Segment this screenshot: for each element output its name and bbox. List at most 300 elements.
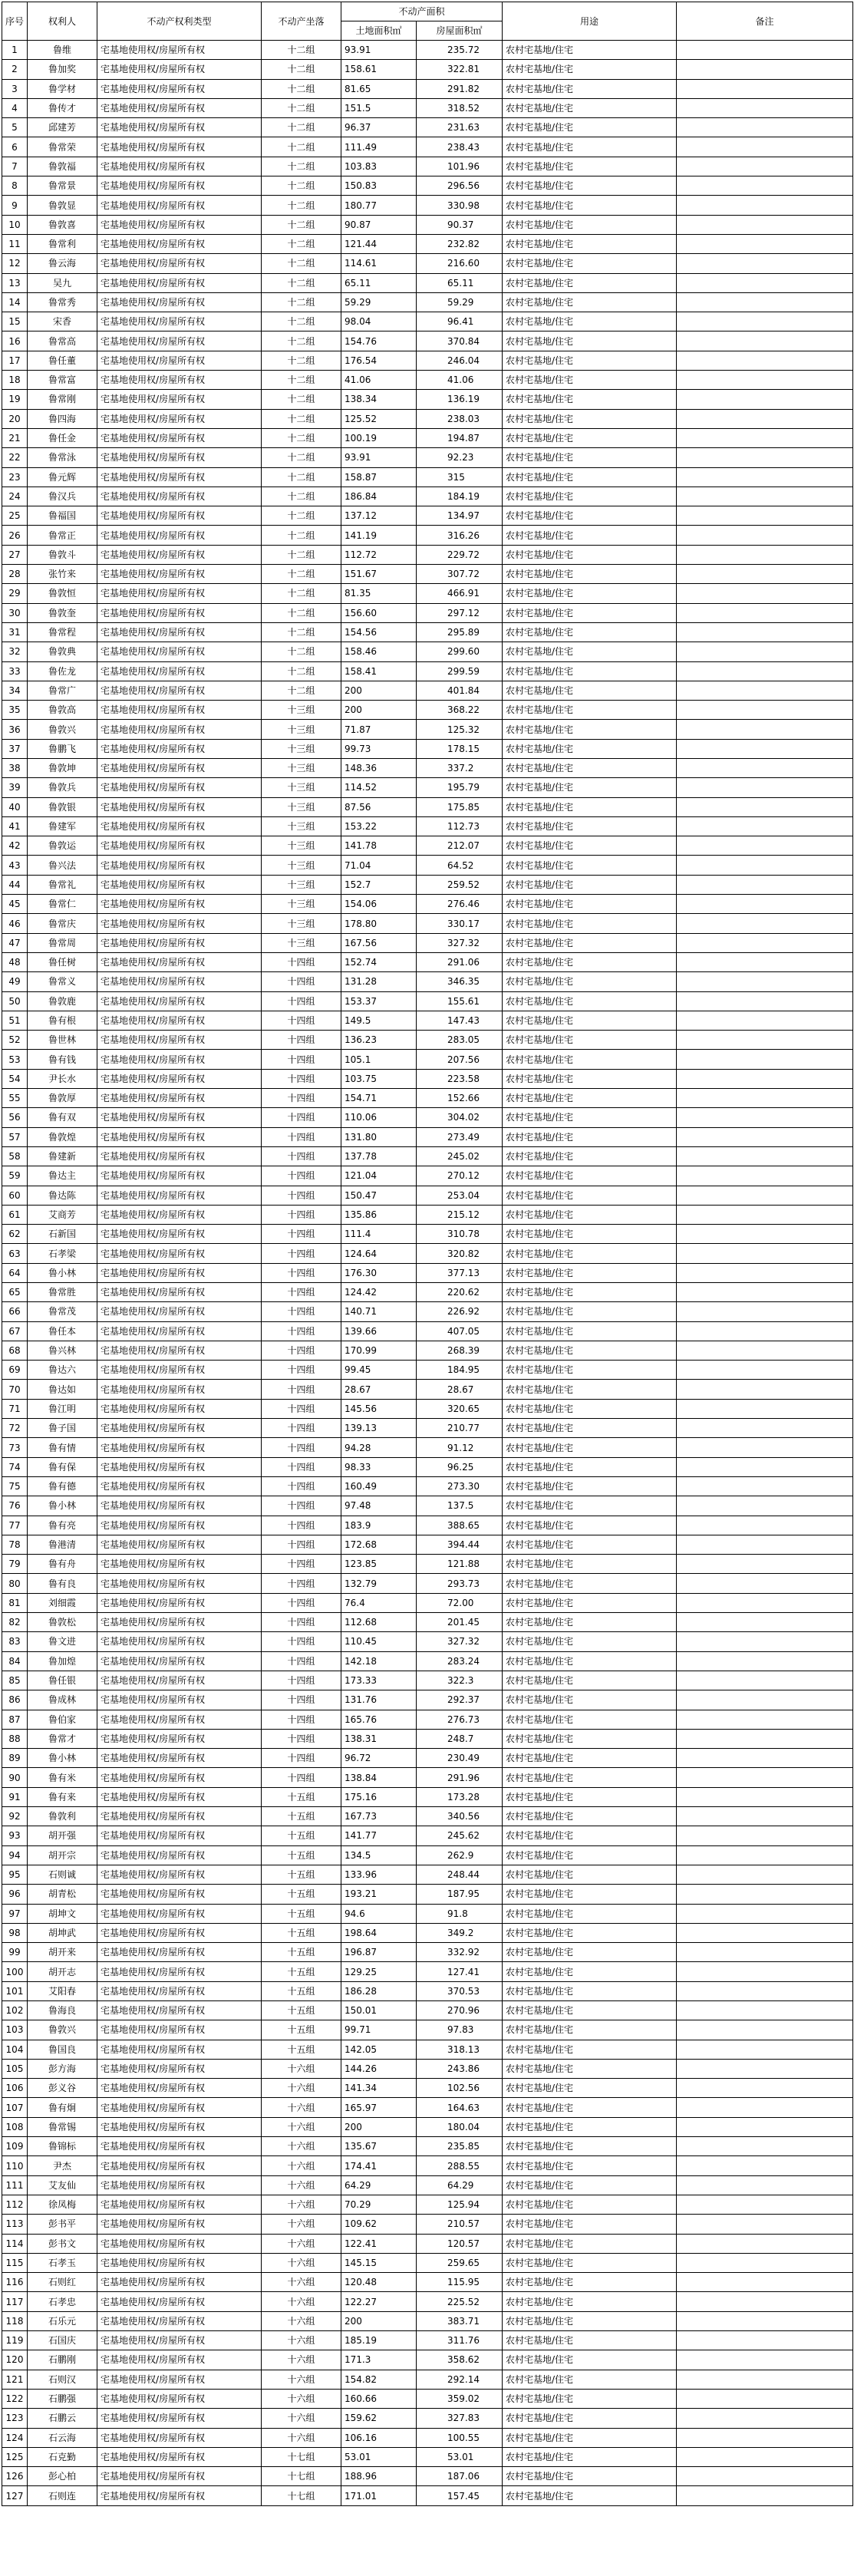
cell-house-area: 180.04: [417, 2117, 503, 2136]
table-row: [2, 1981, 853, 2000]
cell-location: 十二组: [262, 273, 341, 292]
cell-house-area: 293.73: [417, 1574, 503, 1593]
cell-house-area: 64.29: [417, 2175, 503, 2195]
cell-seq: 103: [2, 2020, 28, 2040]
cell-owner: 鲁敦银: [28, 797, 97, 816]
cell-land-area: 154.06: [341, 895, 417, 914]
cell-location: 十六组: [262, 2098, 341, 2117]
cell-owner: 鲁小林: [28, 1496, 97, 1516]
cell-right-type: 宅基地使用权/房屋所有权: [97, 1516, 262, 1535]
header-land-area: 土地面积㎡: [341, 21, 417, 41]
cell-seq: 108: [2, 2117, 28, 2136]
cell-usage: 农村宅基地/住宅: [503, 739, 677, 758]
cell-location: 十三组: [262, 933, 341, 952]
cell-location: 十五组: [262, 1962, 341, 1981]
cell-house-area: 330.17: [417, 914, 503, 933]
cell-land-area: 114.52: [341, 778, 417, 797]
cell-land-area: 193.21: [341, 1885, 417, 1904]
cell-seq: 125: [2, 2447, 28, 2466]
cell-right-type: 宅基地使用权/房屋所有权: [97, 2331, 262, 2350]
cell-owner: 鲁敦鹿: [28, 991, 97, 1011]
cell-remark: [677, 1399, 853, 1418]
cell-location: 十五组: [262, 1865, 341, 1884]
cell-usage: 农村宅基地/住宅: [503, 2040, 677, 2059]
cell-house-area: 232.82: [417, 234, 503, 253]
cell-seq: 10: [2, 215, 28, 234]
cell-right-type: 宅基地使用权/房屋所有权: [97, 1205, 262, 1224]
cell-owner: 鲁子国: [28, 1419, 97, 1438]
cell-land-area: 121.04: [341, 1166, 417, 1186]
cell-house-area: 276.46: [417, 895, 503, 914]
cell-usage: 农村宅基地/住宅: [503, 2370, 677, 2389]
cell-usage: 农村宅基地/住宅: [503, 1865, 677, 1884]
cell-seq: 40: [2, 797, 28, 816]
cell-remark: [677, 1574, 853, 1593]
cell-land-area: 137.78: [341, 1146, 417, 1166]
cell-right-type: 宅基地使用权/房屋所有权: [97, 215, 262, 234]
cell-right-type: 宅基地使用权/房屋所有权: [97, 1186, 262, 1205]
cell-usage: 农村宅基地/住宅: [503, 2195, 677, 2214]
cell-remark: [677, 2040, 853, 2059]
table-row: [2, 1962, 853, 1981]
cell-remark: [677, 2428, 853, 2447]
cell-remark: [677, 836, 853, 856]
cell-right-type: 宅基地使用权/房屋所有权: [97, 1283, 262, 1302]
cell-land-area: 132.79: [341, 1574, 417, 1593]
cell-house-area: 226.92: [417, 1302, 503, 1321]
cell-land-area: 153.37: [341, 991, 417, 1011]
cell-location: 十二组: [262, 603, 341, 622]
cell-usage: 农村宅基地/住宅: [503, 215, 677, 234]
cell-owner: 鲁有炯: [28, 2098, 97, 2117]
cell-right-type: 宅基地使用权/房屋所有权: [97, 2195, 262, 2214]
cell-location: 十三组: [262, 778, 341, 797]
cell-location: 十五组: [262, 1923, 341, 1942]
cell-owner: 石鹏刚: [28, 2350, 97, 2370]
table-row: [2, 1613, 853, 1632]
table-row: [2, 254, 853, 273]
cell-right-type: 宅基地使用权/房屋所有权: [97, 701, 262, 720]
cell-usage: 农村宅基地/住宅: [503, 2137, 677, 2156]
table-row: [2, 2428, 853, 2447]
table-row: [2, 448, 853, 467]
cell-owner: 鲁有来: [28, 1787, 97, 1806]
cell-house-area: 225.52: [417, 2292, 503, 2311]
cell-right-type: 宅基地使用权/房屋所有权: [97, 118, 262, 137]
cell-usage: 农村宅基地/住宅: [503, 2175, 677, 2195]
cell-usage: 农村宅基地/住宅: [503, 41, 677, 60]
table-row: [2, 1845, 853, 1865]
cell-usage: 农村宅基地/住宅: [503, 351, 677, 370]
cell-location: 十五组: [262, 1807, 341, 1826]
cell-house-area: 184.19: [417, 487, 503, 506]
cell-right-type: 宅基地使用权/房屋所有权: [97, 991, 262, 1011]
cell-right-type: 宅基地使用权/房屋所有权: [97, 2273, 262, 2292]
cell-location: 十三组: [262, 875, 341, 894]
header-usage: 用途: [503, 2, 677, 41]
cell-remark: [677, 2253, 853, 2272]
cell-seq: 86: [2, 1690, 28, 1710]
cell-right-type: 宅基地使用权/房屋所有权: [97, 2156, 262, 2175]
cell-usage: 农村宅基地/住宅: [503, 661, 677, 681]
cell-usage: 农村宅基地/住宅: [503, 1651, 677, 1671]
cell-right-type: 宅基地使用权/房屋所有权: [97, 1166, 262, 1186]
cell-remark: [677, 1826, 853, 1845]
cell-house-area: 304.02: [417, 1108, 503, 1127]
cell-right-type: 宅基地使用权/房屋所有权: [97, 2486, 262, 2505]
cell-house-area: 72.00: [417, 1593, 503, 1612]
cell-right-type: 宅基地使用权/房屋所有权: [97, 1244, 262, 1263]
cell-house-area: 187.06: [417, 2467, 503, 2486]
cell-land-area: 109.62: [341, 2215, 417, 2234]
cell-right-type: 宅基地使用权/房屋所有权: [97, 487, 262, 506]
cell-location: 十四组: [262, 1651, 341, 1671]
cell-house-area: 276.73: [417, 1710, 503, 1729]
cell-usage: 农村宅基地/住宅: [503, 1476, 677, 1496]
cell-owner: 鲁敦运: [28, 836, 97, 856]
cell-seq: 111: [2, 2175, 28, 2195]
cell-right-type: 宅基地使用权/房屋所有权: [97, 2389, 262, 2408]
cell-house-area: 377.13: [417, 1263, 503, 1282]
cell-remark: [677, 972, 853, 991]
cell-usage: 农村宅基地/住宅: [503, 2098, 677, 2117]
cell-owner: 石云海: [28, 2428, 97, 2447]
cell-seq: 94: [2, 1845, 28, 1865]
cell-land-area: 81.65: [341, 79, 417, 98]
cell-owner: 鲁江明: [28, 1399, 97, 1418]
cell-land-area: 122.41: [341, 2234, 417, 2253]
cell-right-type: 宅基地使用权/房屋所有权: [97, 526, 262, 545]
table-row: [2, 273, 853, 292]
table-row: [2, 875, 853, 894]
cell-usage: 农村宅基地/住宅: [503, 234, 677, 253]
cell-usage: 农村宅基地/住宅: [503, 1283, 677, 1302]
cell-seq: 83: [2, 1632, 28, 1651]
table-row: [2, 2175, 853, 2195]
cell-seq: 70: [2, 1380, 28, 1399]
cell-right-type: 宅基地使用权/房屋所有权: [97, 2079, 262, 2098]
cell-remark: [677, 797, 853, 816]
cell-right-type: 宅基地使用权/房屋所有权: [97, 875, 262, 894]
cell-usage: 农村宅基地/住宅: [503, 701, 677, 720]
cell-right-type: 宅基地使用权/房屋所有权: [97, 1787, 262, 1806]
cell-house-area: 238.43: [417, 137, 503, 157]
cell-right-type: 宅基地使用权/房屋所有权: [97, 351, 262, 370]
cell-seq: 76: [2, 1496, 28, 1516]
cell-seq: 73: [2, 1438, 28, 1457]
cell-usage: 农村宅基地/住宅: [503, 2059, 677, 2078]
cell-owner: 石孝玉: [28, 2253, 97, 2272]
cell-usage: 农村宅基地/住宅: [503, 1244, 677, 1263]
cell-owner: 鲁常富: [28, 371, 97, 390]
table-row: [2, 1380, 853, 1399]
cell-right-type: 宅基地使用权/房屋所有权: [97, 1749, 262, 1768]
cell-owner: 鲁有德: [28, 1476, 97, 1496]
cell-location: 十五组: [262, 1943, 341, 1962]
cell-seq: 49: [2, 972, 28, 991]
cell-location: 十二组: [262, 565, 341, 584]
cell-right-type: 宅基地使用权/房屋所有权: [97, 2117, 262, 2136]
cell-land-area: 94.6: [341, 1904, 417, 1923]
cell-house-area: 101.96: [417, 157, 503, 176]
cell-location: 十四组: [262, 1127, 341, 1146]
cell-remark: [677, 1146, 853, 1166]
cell-location: 十二组: [262, 409, 341, 428]
cell-owner: 鲁建军: [28, 816, 97, 836]
cell-land-area: 183.9: [341, 1516, 417, 1535]
cell-location: 十二组: [262, 448, 341, 467]
table-row: [2, 622, 853, 642]
cell-usage: 农村宅基地/住宅: [503, 1535, 677, 1554]
cell-land-area: 65.11: [341, 273, 417, 292]
cell-usage: 农村宅基地/住宅: [503, 1574, 677, 1593]
cell-remark: [677, 351, 853, 370]
cell-seq: 12: [2, 254, 28, 273]
cell-location: 十六组: [262, 2234, 341, 2253]
table-row: [2, 1535, 853, 1554]
cell-location: 十二组: [262, 428, 341, 447]
cell-remark: [677, 1845, 853, 1865]
table-row: [2, 2059, 853, 2078]
cell-location: 十四组: [262, 1574, 341, 1593]
cell-owner: 尹杰: [28, 2156, 97, 2175]
cell-location: 十七组: [262, 2467, 341, 2486]
table-row: [2, 681, 853, 700]
cell-usage: 农村宅基地/住宅: [503, 487, 677, 506]
table-row: [2, 603, 853, 622]
cell-usage: 农村宅基地/住宅: [503, 1729, 677, 1748]
cell-usage: 农村宅基地/住宅: [503, 1127, 677, 1146]
cell-right-type: 宅基地使用权/房屋所有权: [97, 1904, 262, 1923]
cell-seq: 117: [2, 2292, 28, 2311]
cell-usage: 农村宅基地/住宅: [503, 681, 677, 700]
cell-owner: 鲁兴法: [28, 856, 97, 875]
cell-right-type: 宅基地使用权/房屋所有权: [97, 1962, 262, 1981]
cell-land-area: 154.76: [341, 331, 417, 351]
cell-owner: 鲁敦奎: [28, 603, 97, 622]
cell-usage: 农村宅基地/住宅: [503, 98, 677, 117]
cell-house-area: 184.95: [417, 1361, 503, 1380]
cell-land-area: 156.60: [341, 603, 417, 622]
cell-location: 十六组: [262, 2117, 341, 2136]
cell-house-area: 297.12: [417, 603, 503, 622]
cell-owner: 鲁建新: [28, 1146, 97, 1166]
cell-seq: 68: [2, 1341, 28, 1360]
cell-land-area: 98.04: [341, 312, 417, 331]
table-row: [2, 2389, 853, 2408]
cell-location: 十四组: [262, 1108, 341, 1127]
cell-house-area: 332.92: [417, 1943, 503, 1962]
cell-seq: 104: [2, 2040, 28, 2059]
cell-right-type: 宅基地使用权/房屋所有权: [97, 428, 262, 447]
cell-land-area: 59.29: [341, 292, 417, 312]
cell-owner: 鲁任本: [28, 1321, 97, 1341]
cell-seq: 91: [2, 1787, 28, 1806]
cell-usage: 农村宅基地/住宅: [503, 952, 677, 971]
cell-land-area: 139.66: [341, 1321, 417, 1341]
cell-land-area: 188.96: [341, 2467, 417, 2486]
cell-house-area: 466.91: [417, 584, 503, 603]
cell-remark: [677, 856, 853, 875]
cell-location: 十二组: [262, 390, 341, 409]
table-row: [2, 1555, 853, 1574]
cell-remark: [677, 2447, 853, 2466]
cell-usage: 农村宅基地/住宅: [503, 2156, 677, 2175]
cell-location: 十三组: [262, 701, 341, 720]
cell-seq: 119: [2, 2331, 28, 2350]
cell-house-area: 121.88: [417, 1555, 503, 1574]
cell-land-area: 99.73: [341, 739, 417, 758]
cell-owner: 鲁有双: [28, 1108, 97, 1127]
cell-land-area: 149.5: [341, 1011, 417, 1030]
cell-land-area: 81.35: [341, 584, 417, 603]
cell-land-area: 134.5: [341, 1845, 417, 1865]
cell-location: 十六组: [262, 2059, 341, 2078]
cell-right-type: 宅基地使用权/房屋所有权: [97, 1263, 262, 1282]
cell-land-area: 165.97: [341, 2098, 417, 2117]
cell-owner: 鲁有舟: [28, 1555, 97, 1574]
cell-land-area: 99.71: [341, 2020, 417, 2040]
cell-seq: 6: [2, 137, 28, 157]
cell-owner: 鲁任银: [28, 1671, 97, 1690]
cell-owner: 鲁敦典: [28, 642, 97, 661]
cell-usage: 农村宅基地/住宅: [503, 1399, 677, 1418]
cell-location: 十四组: [262, 1768, 341, 1787]
cell-seq: 69: [2, 1361, 28, 1380]
cell-remark: [677, 273, 853, 292]
cell-seq: 42: [2, 836, 28, 856]
cell-house-area: 370.53: [417, 1981, 503, 2000]
cell-remark: [677, 1593, 853, 1612]
header-owner: 权利人: [28, 2, 97, 41]
cell-right-type: 宅基地使用权/房屋所有权: [97, 972, 262, 991]
cell-owner: 鲁兴林: [28, 1341, 97, 1360]
cell-location: 十五组: [262, 1885, 341, 1904]
cell-usage: 农村宅基地/住宅: [503, 914, 677, 933]
table-row: [2, 2311, 853, 2330]
cell-remark: [677, 487, 853, 506]
cell-right-type: 宅基地使用权/房屋所有权: [97, 234, 262, 253]
table-row: [2, 739, 853, 758]
cell-land-area: 158.87: [341, 467, 417, 487]
cell-owner: 鲁福国: [28, 506, 97, 526]
cell-owner: 鲁敦高: [28, 701, 97, 720]
cell-remark: [677, 2350, 853, 2370]
cell-owner: 鲁小林: [28, 1263, 97, 1282]
cell-owner: 石则连: [28, 2486, 97, 2505]
table-row: [2, 1089, 853, 1108]
cell-owner: 石则汉: [28, 2370, 97, 2389]
cell-seq: 46: [2, 914, 28, 933]
cell-seq: 90: [2, 1768, 28, 1787]
cell-usage: 农村宅基地/住宅: [503, 642, 677, 661]
cell-location: 十二组: [262, 41, 341, 60]
cell-seq: 93: [2, 1826, 28, 1845]
table-row: [2, 778, 853, 797]
cell-location: 十四组: [262, 1225, 341, 1244]
cell-house-area: 96.41: [417, 312, 503, 331]
cell-remark: [677, 778, 853, 797]
cell-right-type: 宅基地使用权/房屋所有权: [97, 1225, 262, 1244]
cell-seq: 41: [2, 816, 28, 836]
cell-usage: 农村宅基地/住宅: [503, 1671, 677, 1690]
cell-land-area: 200: [341, 681, 417, 700]
cell-right-type: 宅基地使用权/房屋所有权: [97, 1826, 262, 1845]
cell-land-area: 131.28: [341, 972, 417, 991]
cell-location: 十四组: [262, 1011, 341, 1030]
cell-right-type: 宅基地使用权/房屋所有权: [97, 1593, 262, 1612]
cell-land-area: 111.49: [341, 137, 417, 157]
cell-land-area: 165.76: [341, 1710, 417, 1729]
cell-house-area: 147.43: [417, 1011, 503, 1030]
cell-seq: 29: [2, 584, 28, 603]
cell-right-type: 宅基地使用权/房屋所有权: [97, 914, 262, 933]
cell-house-area: 320.82: [417, 1244, 503, 1263]
table-row: [2, 701, 853, 720]
table-row: [2, 1729, 853, 1748]
cell-remark: [677, 1419, 853, 1438]
cell-right-type: 宅基地使用权/房屋所有权: [97, 1031, 262, 1050]
cell-land-area: 186.28: [341, 1981, 417, 2000]
cell-owner: 鲁有米: [28, 1768, 97, 1787]
cell-house-area: 235.72: [417, 41, 503, 60]
cell-seq: 121: [2, 2370, 28, 2389]
cell-seq: 79: [2, 1555, 28, 1574]
cell-usage: 农村宅基地/住宅: [503, 1186, 677, 1205]
cell-usage: 农村宅基地/住宅: [503, 2000, 677, 2020]
cell-right-type: 宅基地使用权/房屋所有权: [97, 1690, 262, 1710]
table-row: [2, 914, 853, 933]
cell-right-type: 宅基地使用权/房屋所有权: [97, 758, 262, 777]
cell-remark: [677, 933, 853, 952]
cell-usage: 农村宅基地/住宅: [503, 1011, 677, 1030]
table-row: [2, 2273, 853, 2292]
cell-land-area: 174.41: [341, 2156, 417, 2175]
cell-land-area: 135.86: [341, 1205, 417, 1224]
table-row: [2, 2000, 853, 2020]
cell-remark: [677, 816, 853, 836]
cell-location: 十三组: [262, 836, 341, 856]
cell-owner: 鲁国良: [28, 2040, 97, 2059]
cell-land-area: 90.87: [341, 215, 417, 234]
table-row: [2, 720, 853, 739]
cell-location: 十六组: [262, 2079, 341, 2098]
cell-land-area: 145.56: [341, 1399, 417, 1418]
cell-remark: [677, 467, 853, 487]
cell-house-area: 320.65: [417, 1399, 503, 1418]
cell-right-type: 宅基地使用权/房屋所有权: [97, 1069, 262, 1088]
cell-house-area: 246.04: [417, 351, 503, 370]
cell-owner: 鲁敦恒: [28, 584, 97, 603]
table-row: [2, 1807, 853, 1826]
cell-location: 十二组: [262, 196, 341, 215]
cell-right-type: 宅基地使用权/房屋所有权: [97, 1710, 262, 1729]
cell-owner: 鲁常胜: [28, 1283, 97, 1302]
cell-house-area: 115.95: [417, 2273, 503, 2292]
cell-owner: 鲁海良: [28, 2000, 97, 2020]
cell-right-type: 宅基地使用权/房屋所有权: [97, 157, 262, 176]
cell-remark: [677, 1225, 853, 1244]
cell-seq: 98: [2, 1923, 28, 1942]
cell-location: 十五组: [262, 2020, 341, 2040]
cell-house-area: 316.26: [417, 526, 503, 545]
cell-house-area: 96.25: [417, 1457, 503, 1476]
cell-land-area: 198.64: [341, 1923, 417, 1942]
cell-usage: 农村宅基地/住宅: [503, 2409, 677, 2428]
cell-usage: 农村宅基地/住宅: [503, 2234, 677, 2253]
cell-usage: 农村宅基地/住宅: [503, 2292, 677, 2311]
cell-owner: 鲁达主: [28, 1166, 97, 1186]
